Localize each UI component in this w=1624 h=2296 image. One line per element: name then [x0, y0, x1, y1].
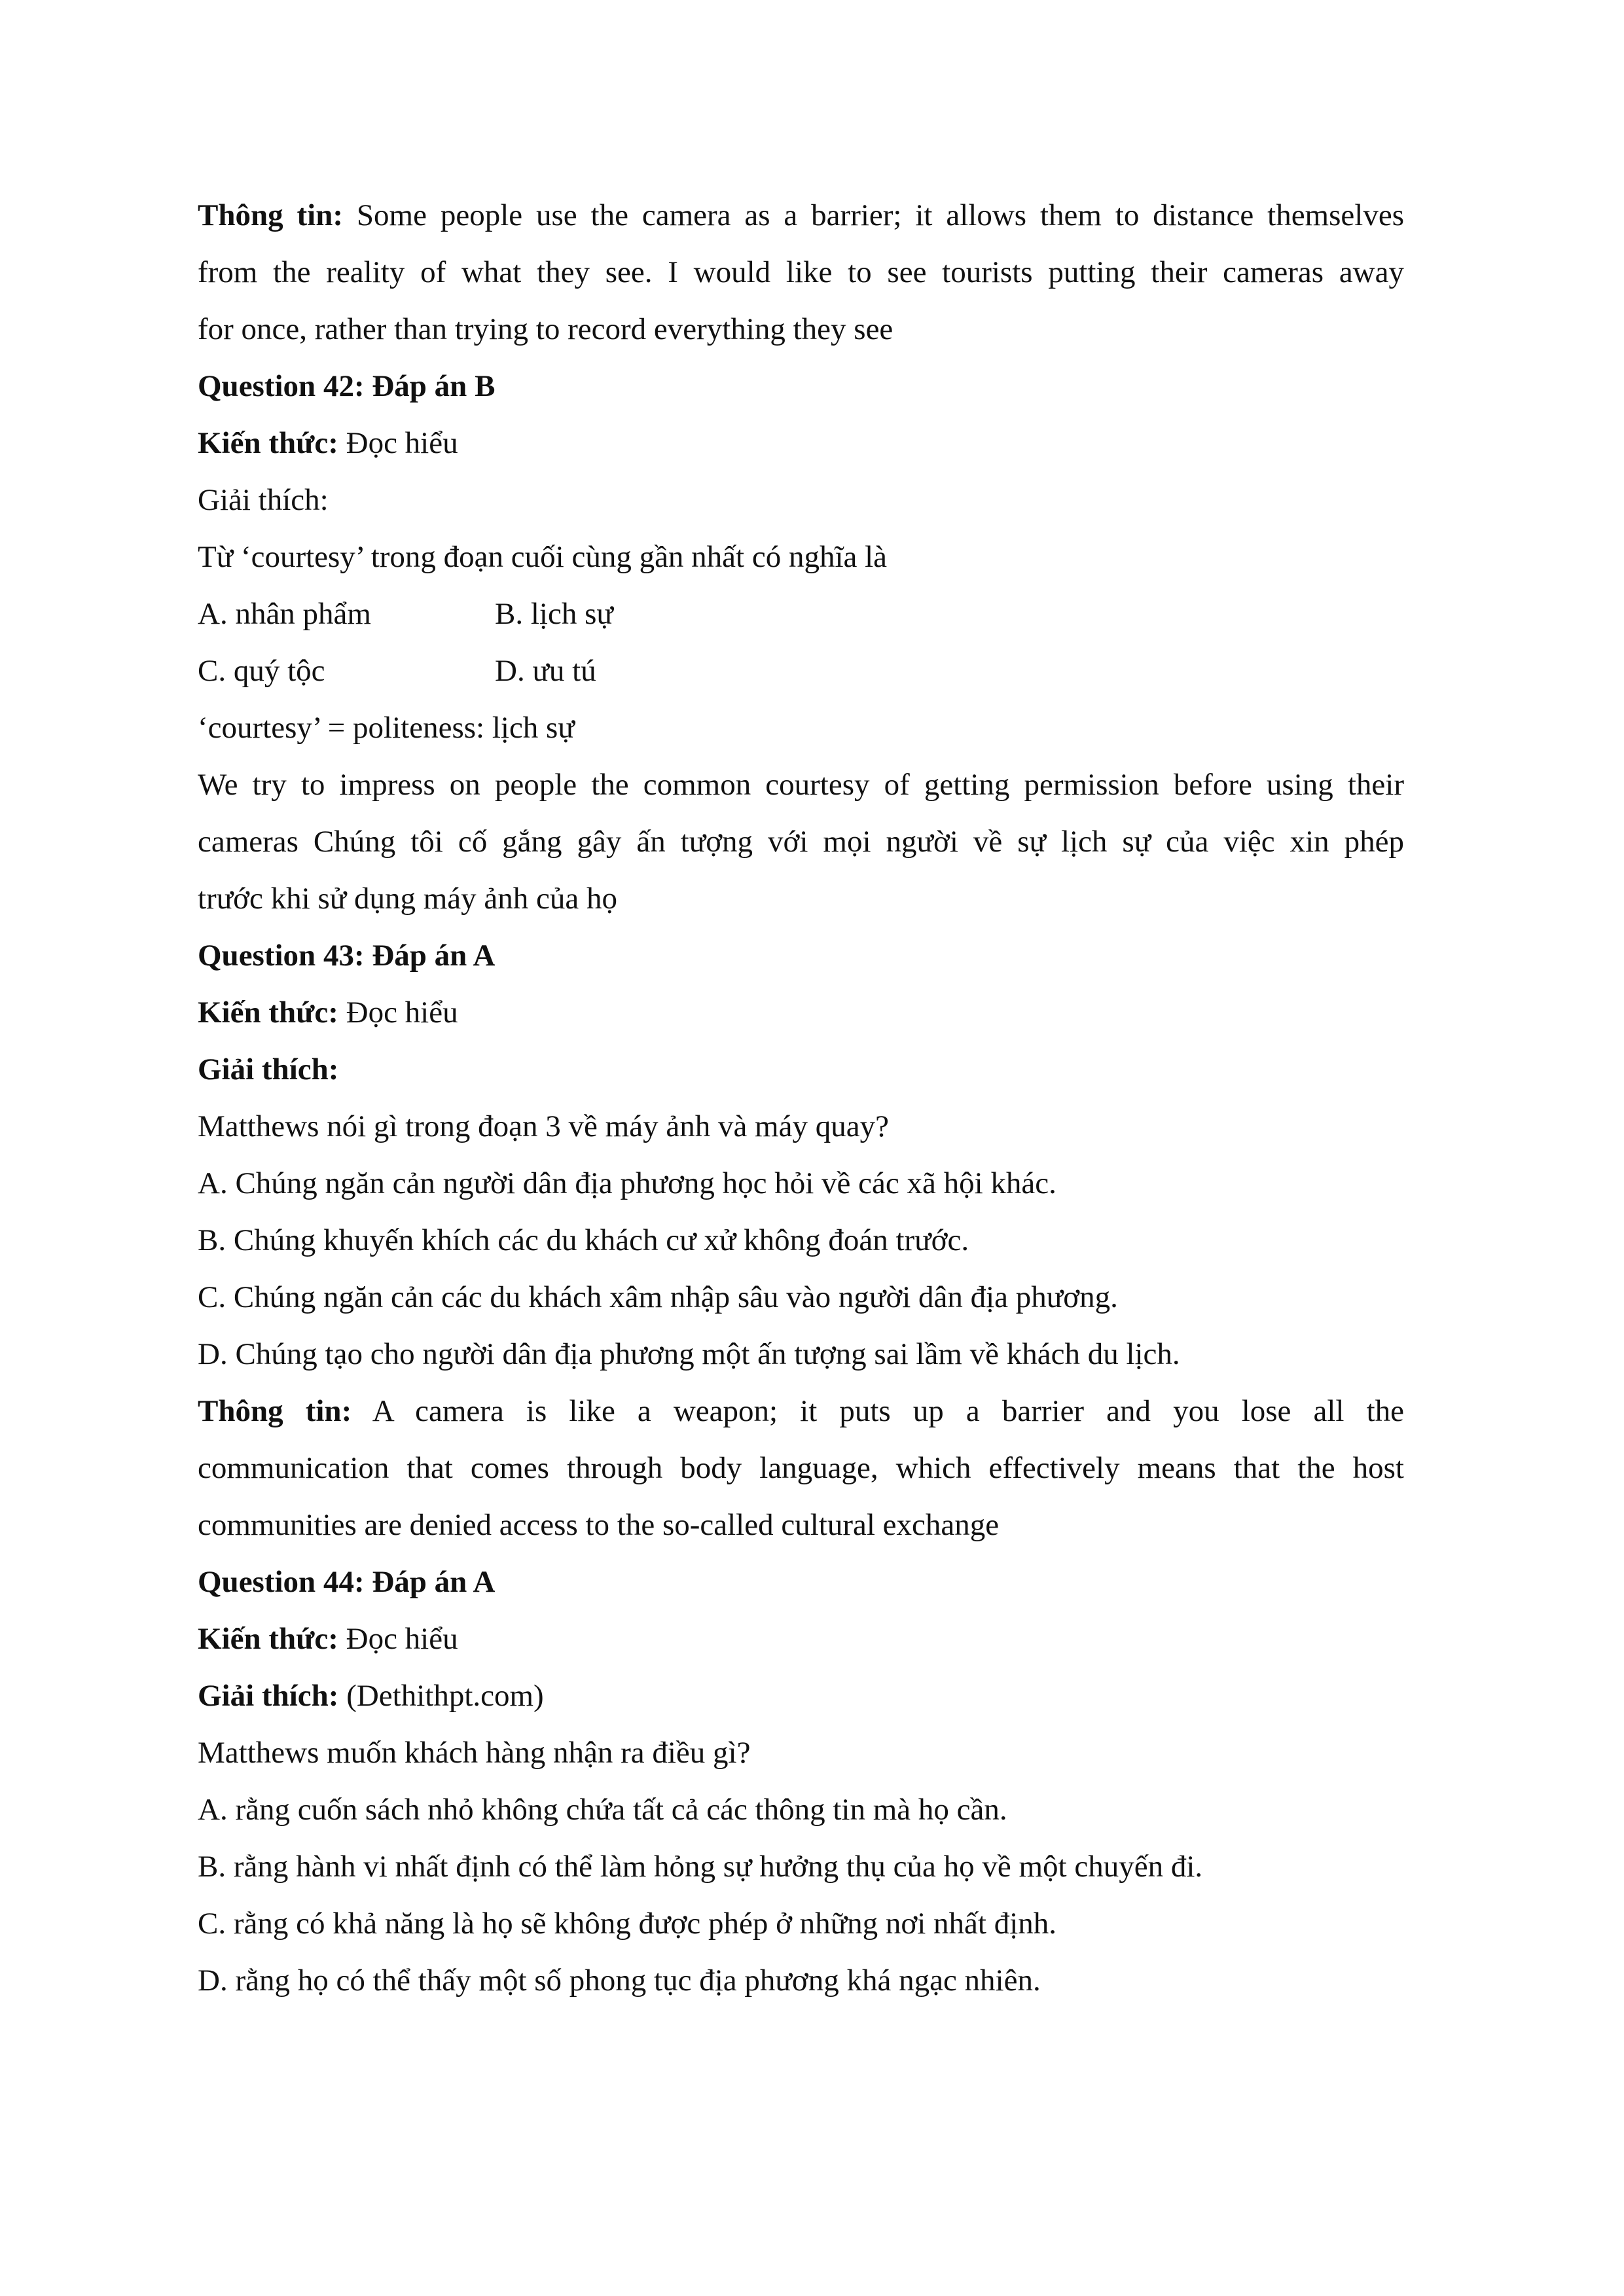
q44-option-d: D. rằng họ có thể thấy một số phong tục địa phương khá ngạc nhiên. — [198, 1964, 1041, 1998]
q42-option-a: A. nhân phẩm — [198, 597, 371, 631]
q43-question: Matthews nói gì trong đoạn 3 về máy ảnh và máy quay? — [198, 1109, 889, 1143]
document-page — [198, 187, 1404, 2009]
q42-knowledge-value: Đọc hiểu — [338, 426, 458, 460]
q43-option-c: C. Chúng ngăn cản các du khách xâm nhập sâu vào người dân địa phương. — [198, 1280, 1118, 1314]
q42-option-d: D. ưu tú — [495, 654, 596, 688]
q41-info-line-2: from the reality of what they see. I would like to see tourists putting their cameras away — [198, 255, 1404, 289]
q43-knowledge-value: Đọc hiểu — [338, 996, 458, 1030]
q43-knowledge-label: Kiến thức: — [198, 996, 338, 1030]
q42-knowledge-label: Kiến thức: — [198, 426, 338, 460]
q41-info-line-3: for once, rather than trying to record everything they see — [198, 312, 893, 346]
q42-quote-line-2: cameras Chúng tôi cố gắng gây ấn tượng với mọi người về sự lịch sự của việc xin phép — [198, 825, 1404, 859]
q42-options-row-1 — [198, 586, 1404, 643]
q42-quote-line-3: trước khi sử dụng máy ảnh của họ — [198, 882, 617, 916]
q44-explain-value: (Dethithpt.com) — [338, 1679, 544, 1713]
q41-info-label: Thông tin: — [198, 198, 344, 232]
q43-info-line-3: communities are denied access to the so-called cultural exchange — [198, 1508, 1000, 1542]
q42-explain-label: Giải thích: — [198, 483, 329, 517]
q42-option-c: C. quý tộc — [198, 654, 325, 688]
q43-option-d: D. Chúng tạo cho người dân địa phương một ấn tượng sai lầm về khách du lịch. — [198, 1337, 1180, 1371]
q43-info-text-1: A camera is like a weapon; it puts up a barrier and you lose all the — [352, 1394, 1404, 1428]
q43-explain — [198, 1041, 1404, 1098]
q42-heading — [198, 358, 1404, 415]
q43-option-b: B. Chúng khuyến khích các du khách cư xử không đoán trước. — [198, 1223, 969, 1257]
q44-explain-label: Giải thích: — [198, 1679, 339, 1713]
q44-option-c: C. rằng có khả năng là họ sẽ không được phép ở những nơi nhất định. — [198, 1907, 1057, 1941]
q43-explain-label: Giải thích: — [198, 1052, 339, 1086]
q43-option-a: A. Chúng ngăn cản người dân địa phương học hỏi về các xã hội khác. — [198, 1166, 1056, 1200]
q42-option-b: B. lịch sự — [495, 597, 613, 631]
q43-heading-text: Question 43: Đáp án A — [198, 939, 496, 973]
q44-knowledge-value: Đọc hiểu — [338, 1622, 458, 1656]
q42-definition: ‘courtesy’ = politeness: lịch sự — [198, 711, 575, 745]
q44-question: Matthews muốn khách hàng nhận ra điều gì? — [198, 1736, 751, 1770]
q43-info-line-1 — [198, 1383, 1404, 1440]
q42-knowledge — [198, 415, 1404, 472]
q44-explain — [198, 1668, 1404, 1725]
q44-option-a: A. rằng cuốn sách nhỏ không chứa tất cả các thông tin mà họ cần. — [198, 1793, 1007, 1827]
q41-info-text-1: Some people use the camera as a barrier; it allows them to distance themselves — [343, 198, 1404, 232]
q42-options-row-2 — [198, 643, 1404, 700]
q43-heading — [198, 927, 1404, 984]
q42-question: Từ ‘courtesy’ trong đoạn cuối cùng gần nhất có nghĩa là — [198, 540, 888, 574]
q42-heading-text: Question 42: Đáp án B — [198, 369, 496, 403]
q41-info-line-1 — [198, 187, 1404, 244]
q44-knowledge-label: Kiến thức: — [198, 1622, 338, 1656]
q44-option-b: B. rằng hành vi nhất định có thể làm hỏng sự hưởng thụ của họ về một chuyến đi. — [198, 1850, 1203, 1884]
q43-info-label: Thông tin: — [198, 1394, 352, 1428]
q43-info-line-2: communication that comes through body language, which effectively means that the host — [198, 1451, 1404, 1485]
q44-knowledge — [198, 1611, 1404, 1668]
q43-knowledge — [198, 984, 1404, 1041]
q44-heading-text: Question 44: Đáp án A — [198, 1565, 496, 1599]
q42-quote-line-1: We try to impress on people the common courtesy of getting permission before using their — [198, 768, 1404, 802]
q44-heading — [198, 1554, 1404, 1611]
